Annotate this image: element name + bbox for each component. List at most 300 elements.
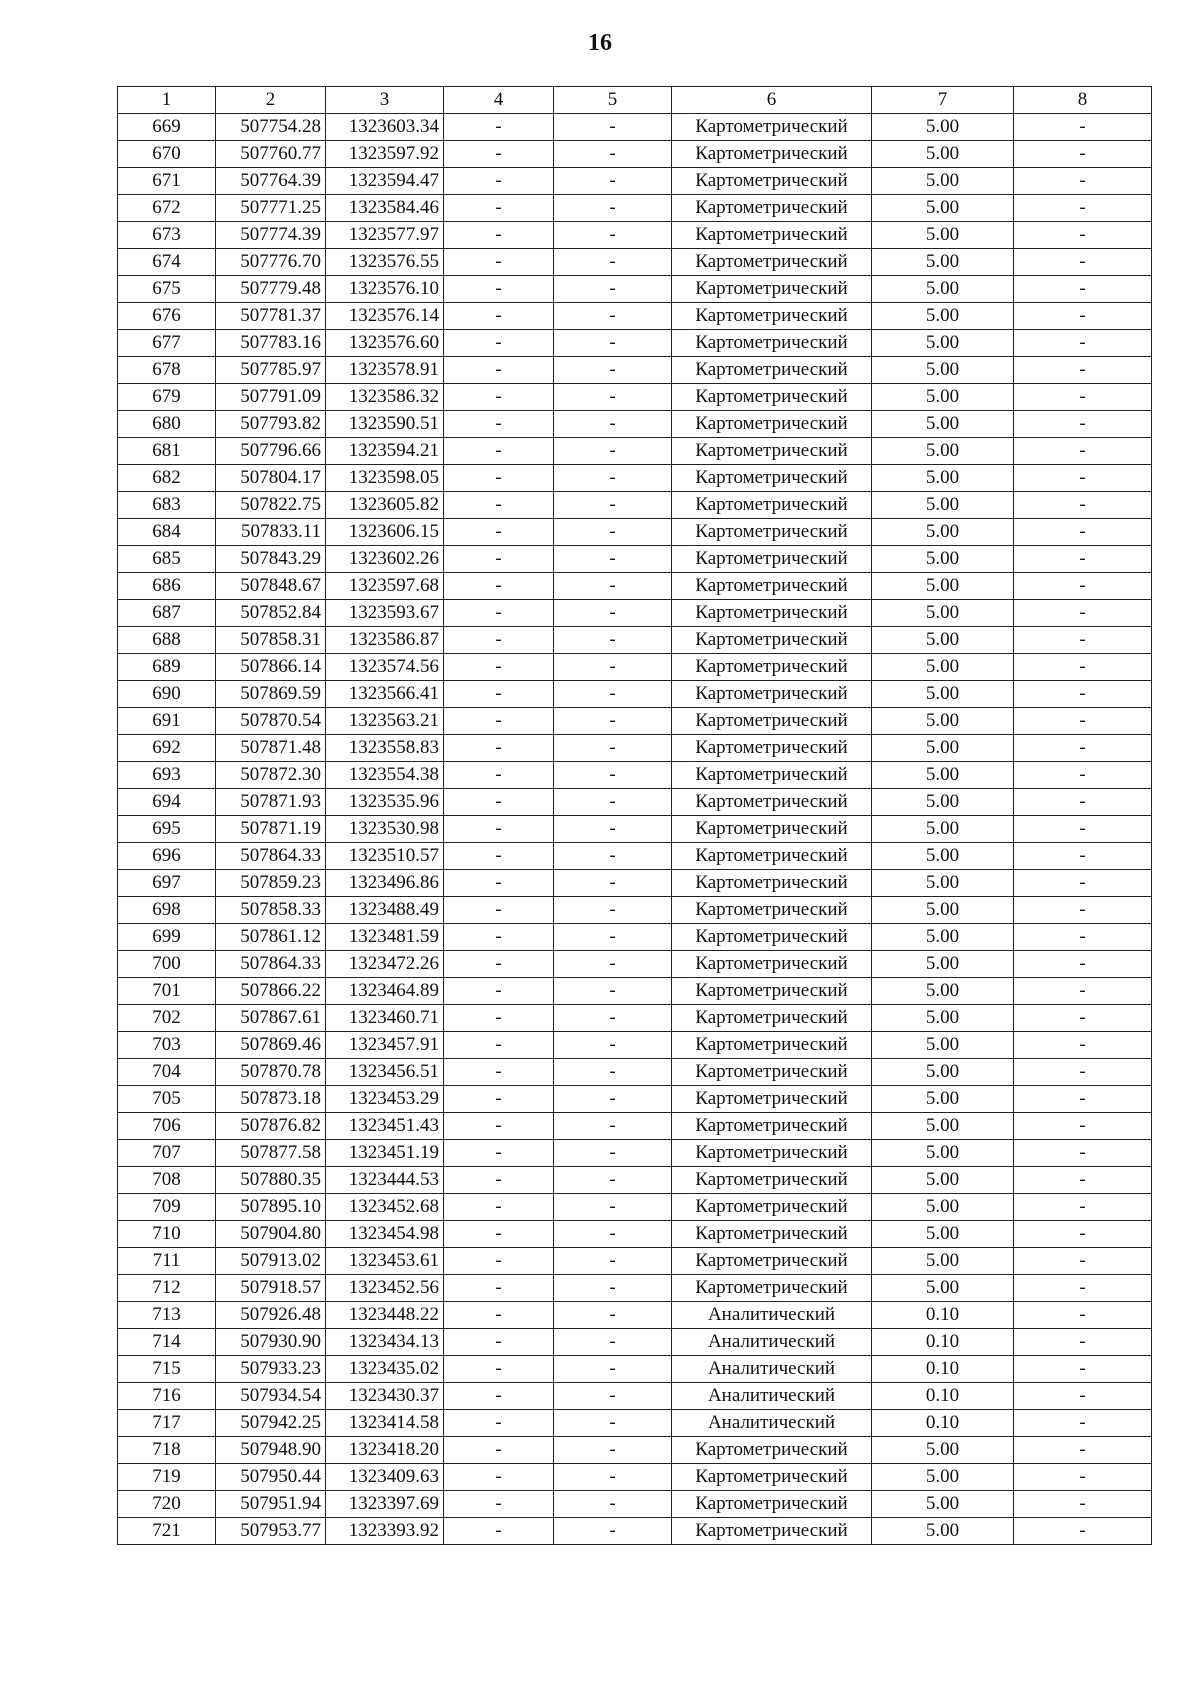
y-coordinate-cell: 1323472.26 bbox=[326, 951, 444, 978]
x-coordinate-cell: 507871.19 bbox=[216, 816, 326, 843]
point-number-cell: 684 bbox=[118, 519, 216, 546]
column-4-cell: - bbox=[444, 222, 554, 249]
table-row bbox=[118, 1113, 1152, 1140]
column-4-cell: - bbox=[444, 1140, 554, 1167]
y-coordinate-cell: 1323409.63 bbox=[326, 1464, 444, 1491]
x-coordinate-cell: 507926.48 bbox=[216, 1302, 326, 1329]
page-number: 16 bbox=[588, 30, 612, 56]
column-4-cell: - bbox=[444, 1437, 554, 1464]
x-coordinate-cell: 507930.90 bbox=[216, 1329, 326, 1356]
column-5-cell: - bbox=[554, 1005, 672, 1032]
table-row bbox=[118, 1248, 1152, 1275]
accuracy-cell: 5.00 bbox=[872, 249, 1014, 276]
accuracy-cell: 5.00 bbox=[872, 303, 1014, 330]
column-5-cell: - bbox=[554, 1059, 672, 1086]
column-8-cell: - bbox=[1014, 330, 1152, 357]
y-coordinate-cell: 1323530.98 bbox=[326, 816, 444, 843]
method-cell: Картометрический bbox=[672, 1518, 872, 1545]
point-number-cell: 680 bbox=[118, 411, 216, 438]
y-coordinate-cell: 1323444.53 bbox=[326, 1167, 444, 1194]
column-5-cell: - bbox=[554, 114, 672, 141]
point-number-cell: 708 bbox=[118, 1167, 216, 1194]
column-8-cell: - bbox=[1014, 1194, 1152, 1221]
column-8-cell: - bbox=[1014, 222, 1152, 249]
column-8-cell: - bbox=[1014, 870, 1152, 897]
point-number-cell: 688 bbox=[118, 627, 216, 654]
table-row bbox=[118, 681, 1152, 708]
accuracy-cell: 5.00 bbox=[872, 1194, 1014, 1221]
table-row bbox=[118, 1518, 1152, 1545]
x-coordinate-cell: 507791.09 bbox=[216, 384, 326, 411]
column-8-cell: - bbox=[1014, 708, 1152, 735]
column-8-cell: - bbox=[1014, 1086, 1152, 1113]
table-row bbox=[118, 276, 1152, 303]
column-4-cell: - bbox=[444, 1221, 554, 1248]
method-cell: Картометрический bbox=[672, 708, 872, 735]
table-row bbox=[118, 627, 1152, 654]
point-number-cell: 689 bbox=[118, 654, 216, 681]
column-4-cell: - bbox=[444, 1059, 554, 1086]
column-5-cell: - bbox=[554, 492, 672, 519]
method-cell: Картометрический bbox=[672, 546, 872, 573]
x-coordinate-cell: 507948.90 bbox=[216, 1437, 326, 1464]
accuracy-cell: 5.00 bbox=[872, 600, 1014, 627]
column-8-cell: - bbox=[1014, 1221, 1152, 1248]
table-body bbox=[118, 114, 1152, 1545]
y-coordinate-cell: 1323563.21 bbox=[326, 708, 444, 735]
y-coordinate-cell: 1323594.47 bbox=[326, 168, 444, 195]
column-8-cell: - bbox=[1014, 141, 1152, 168]
method-cell: Картометрический bbox=[672, 276, 872, 303]
accuracy-cell: 5.00 bbox=[872, 1005, 1014, 1032]
x-coordinate-cell: 507864.33 bbox=[216, 951, 326, 978]
table-row bbox=[118, 1140, 1152, 1167]
accuracy-cell: 5.00 bbox=[872, 897, 1014, 924]
x-coordinate-cell: 507774.39 bbox=[216, 222, 326, 249]
column-4-cell: - bbox=[444, 195, 554, 222]
y-coordinate-cell: 1323574.56 bbox=[326, 654, 444, 681]
y-coordinate-cell: 1323566.41 bbox=[326, 681, 444, 708]
x-coordinate-cell: 507859.23 bbox=[216, 870, 326, 897]
method-cell: Аналитический bbox=[672, 1383, 872, 1410]
column-4-cell: - bbox=[444, 1383, 554, 1410]
table-row bbox=[118, 978, 1152, 1005]
point-number-cell: 674 bbox=[118, 249, 216, 276]
x-coordinate-cell: 507870.54 bbox=[216, 708, 326, 735]
column-4-cell: - bbox=[444, 573, 554, 600]
y-coordinate-cell: 1323418.20 bbox=[326, 1437, 444, 1464]
column-5-cell: - bbox=[554, 141, 672, 168]
column-5-cell: - bbox=[554, 654, 672, 681]
column-5-cell: - bbox=[554, 222, 672, 249]
table-row bbox=[118, 519, 1152, 546]
column-5-cell: - bbox=[554, 357, 672, 384]
x-coordinate-cell: 507934.54 bbox=[216, 1383, 326, 1410]
table-row bbox=[118, 492, 1152, 519]
column-8-cell: - bbox=[1014, 789, 1152, 816]
accuracy-cell: 0.10 bbox=[872, 1302, 1014, 1329]
column-4-cell: - bbox=[444, 924, 554, 951]
y-coordinate-cell: 1323457.91 bbox=[326, 1032, 444, 1059]
y-coordinate-cell: 1323451.19 bbox=[326, 1140, 444, 1167]
column-8-cell: - bbox=[1014, 843, 1152, 870]
point-number-cell: 718 bbox=[118, 1437, 216, 1464]
column-4-cell: - bbox=[444, 1302, 554, 1329]
column-8-cell: - bbox=[1014, 1518, 1152, 1545]
y-coordinate-cell: 1323578.91 bbox=[326, 357, 444, 384]
table-row bbox=[118, 546, 1152, 573]
column-8-cell: - bbox=[1014, 1464, 1152, 1491]
method-cell: Картометрический bbox=[672, 1437, 872, 1464]
column-5-cell: - bbox=[554, 681, 672, 708]
accuracy-cell: 5.00 bbox=[872, 465, 1014, 492]
column-4-cell: - bbox=[444, 1194, 554, 1221]
x-coordinate-cell: 507870.78 bbox=[216, 1059, 326, 1086]
point-number-cell: 712 bbox=[118, 1275, 216, 1302]
table-row bbox=[118, 114, 1152, 141]
x-coordinate-cell: 507858.31 bbox=[216, 627, 326, 654]
column-4-cell: - bbox=[444, 438, 554, 465]
column-8-cell: - bbox=[1014, 978, 1152, 1005]
column-5-cell: - bbox=[554, 1464, 672, 1491]
x-coordinate-cell: 507796.66 bbox=[216, 438, 326, 465]
column-8-cell: - bbox=[1014, 600, 1152, 627]
accuracy-cell: 0.10 bbox=[872, 1383, 1014, 1410]
point-number-cell: 685 bbox=[118, 546, 216, 573]
column-5-cell: - bbox=[554, 1086, 672, 1113]
column-4-cell: - bbox=[444, 1086, 554, 1113]
accuracy-cell: 5.00 bbox=[872, 816, 1014, 843]
x-coordinate-cell: 507848.67 bbox=[216, 573, 326, 600]
accuracy-cell: 5.00 bbox=[872, 654, 1014, 681]
column-8-cell: - bbox=[1014, 1059, 1152, 1086]
accuracy-cell: 5.00 bbox=[872, 384, 1014, 411]
y-coordinate-cell: 1323576.10 bbox=[326, 276, 444, 303]
coordinates-table bbox=[117, 86, 1152, 1545]
table-header-row bbox=[118, 87, 1152, 114]
point-number-cell: 714 bbox=[118, 1329, 216, 1356]
column-4-cell: - bbox=[444, 708, 554, 735]
column-5-cell: - bbox=[554, 1140, 672, 1167]
column-5-cell: - bbox=[554, 573, 672, 600]
method-cell: Картометрический bbox=[672, 654, 872, 681]
column-8-cell: - bbox=[1014, 573, 1152, 600]
y-coordinate-cell: 1323558.83 bbox=[326, 735, 444, 762]
x-coordinate-cell: 507804.17 bbox=[216, 465, 326, 492]
accuracy-cell: 5.00 bbox=[872, 222, 1014, 249]
y-coordinate-cell: 1323597.92 bbox=[326, 141, 444, 168]
x-coordinate-cell: 507918.57 bbox=[216, 1275, 326, 1302]
accuracy-cell: 5.00 bbox=[872, 924, 1014, 951]
accuracy-cell: 5.00 bbox=[872, 114, 1014, 141]
column-8-cell: - bbox=[1014, 1275, 1152, 1302]
column-header-1: 1 bbox=[118, 87, 216, 114]
point-number-cell: 694 bbox=[118, 789, 216, 816]
accuracy-cell: 5.00 bbox=[872, 1275, 1014, 1302]
column-4-cell: - bbox=[444, 843, 554, 870]
point-number-cell: 703 bbox=[118, 1032, 216, 1059]
accuracy-cell: 5.00 bbox=[872, 843, 1014, 870]
x-coordinate-cell: 507950.44 bbox=[216, 1464, 326, 1491]
column-4-cell: - bbox=[444, 357, 554, 384]
y-coordinate-cell: 1323593.67 bbox=[326, 600, 444, 627]
x-coordinate-cell: 507904.80 bbox=[216, 1221, 326, 1248]
column-4-cell: - bbox=[444, 816, 554, 843]
x-coordinate-cell: 507776.70 bbox=[216, 249, 326, 276]
column-5-cell: - bbox=[554, 330, 672, 357]
point-number-cell: 675 bbox=[118, 276, 216, 303]
method-cell: Картометрический bbox=[672, 924, 872, 951]
table-row bbox=[118, 735, 1152, 762]
accuracy-cell: 5.00 bbox=[872, 1113, 1014, 1140]
x-coordinate-cell: 507822.75 bbox=[216, 492, 326, 519]
method-cell: Картометрический bbox=[672, 1059, 872, 1086]
y-coordinate-cell: 1323576.14 bbox=[326, 303, 444, 330]
method-cell: Аналитический bbox=[672, 1302, 872, 1329]
method-cell: Картометрический bbox=[672, 816, 872, 843]
x-coordinate-cell: 507779.48 bbox=[216, 276, 326, 303]
column-8-cell: - bbox=[1014, 114, 1152, 141]
accuracy-cell: 5.00 bbox=[872, 1032, 1014, 1059]
x-coordinate-cell: 507871.48 bbox=[216, 735, 326, 762]
table-row bbox=[118, 1437, 1152, 1464]
method-cell: Картометрический bbox=[672, 384, 872, 411]
point-number-cell: 693 bbox=[118, 762, 216, 789]
method-cell: Картометрический bbox=[672, 1491, 872, 1518]
column-5-cell: - bbox=[554, 978, 672, 1005]
table-row bbox=[118, 384, 1152, 411]
column-5-cell: - bbox=[554, 1356, 672, 1383]
table-row bbox=[118, 1464, 1152, 1491]
method-cell: Картометрический bbox=[672, 492, 872, 519]
accuracy-cell: 5.00 bbox=[872, 276, 1014, 303]
method-cell: Аналитический bbox=[672, 1410, 872, 1437]
table-row bbox=[118, 195, 1152, 222]
point-number-cell: 692 bbox=[118, 735, 216, 762]
column-8-cell: - bbox=[1014, 438, 1152, 465]
column-5-cell: - bbox=[554, 195, 672, 222]
x-coordinate-cell: 507785.97 bbox=[216, 357, 326, 384]
accuracy-cell: 5.00 bbox=[872, 870, 1014, 897]
point-number-cell: 705 bbox=[118, 1086, 216, 1113]
column-5-cell: - bbox=[554, 438, 672, 465]
point-number-cell: 696 bbox=[118, 843, 216, 870]
accuracy-cell: 0.10 bbox=[872, 1410, 1014, 1437]
column-8-cell: - bbox=[1014, 1437, 1152, 1464]
column-8-cell: - bbox=[1014, 681, 1152, 708]
column-8-cell: - bbox=[1014, 465, 1152, 492]
point-number-cell: 671 bbox=[118, 168, 216, 195]
column-4-cell: - bbox=[444, 519, 554, 546]
point-number-cell: 697 bbox=[118, 870, 216, 897]
table-row bbox=[118, 600, 1152, 627]
y-coordinate-cell: 1323454.98 bbox=[326, 1221, 444, 1248]
y-coordinate-cell: 1323576.60 bbox=[326, 330, 444, 357]
column-4-cell: - bbox=[444, 546, 554, 573]
accuracy-cell: 5.00 bbox=[872, 627, 1014, 654]
column-5-cell: - bbox=[554, 276, 672, 303]
column-8-cell: - bbox=[1014, 1491, 1152, 1518]
column-5-cell: - bbox=[554, 168, 672, 195]
method-cell: Картометрический bbox=[672, 195, 872, 222]
table-row bbox=[118, 951, 1152, 978]
point-number-cell: 695 bbox=[118, 816, 216, 843]
y-coordinate-cell: 1323430.37 bbox=[326, 1383, 444, 1410]
method-cell: Картометрический bbox=[672, 1464, 872, 1491]
y-coordinate-cell: 1323452.56 bbox=[326, 1275, 444, 1302]
point-number-cell: 704 bbox=[118, 1059, 216, 1086]
y-coordinate-cell: 1323488.49 bbox=[326, 897, 444, 924]
x-coordinate-cell: 507760.77 bbox=[216, 141, 326, 168]
x-coordinate-cell: 507754.28 bbox=[216, 114, 326, 141]
column-8-cell: - bbox=[1014, 1167, 1152, 1194]
column-8-cell: - bbox=[1014, 1113, 1152, 1140]
column-5-cell: - bbox=[554, 1302, 672, 1329]
accuracy-cell: 5.00 bbox=[872, 573, 1014, 600]
table-row bbox=[118, 573, 1152, 600]
y-coordinate-cell: 1323451.43 bbox=[326, 1113, 444, 1140]
y-coordinate-cell: 1323464.89 bbox=[326, 978, 444, 1005]
method-cell: Картометрический bbox=[672, 789, 872, 816]
point-number-cell: 701 bbox=[118, 978, 216, 1005]
column-8-cell: - bbox=[1014, 1383, 1152, 1410]
accuracy-cell: 5.00 bbox=[872, 357, 1014, 384]
y-coordinate-cell: 1323481.59 bbox=[326, 924, 444, 951]
column-4-cell: - bbox=[444, 1275, 554, 1302]
accuracy-cell: 5.00 bbox=[872, 1221, 1014, 1248]
method-cell: Картометрический bbox=[672, 222, 872, 249]
column-5-cell: - bbox=[554, 924, 672, 951]
method-cell: Картометрический bbox=[672, 357, 872, 384]
method-cell: Картометрический bbox=[672, 1113, 872, 1140]
column-4-cell: - bbox=[444, 1248, 554, 1275]
x-coordinate-cell: 507781.37 bbox=[216, 303, 326, 330]
column-4-cell: - bbox=[444, 249, 554, 276]
column-5-cell: - bbox=[554, 1491, 672, 1518]
y-coordinate-cell: 1323460.71 bbox=[326, 1005, 444, 1032]
x-coordinate-cell: 507783.16 bbox=[216, 330, 326, 357]
column-4-cell: - bbox=[444, 330, 554, 357]
method-cell: Картометрический bbox=[672, 600, 872, 627]
column-5-cell: - bbox=[554, 1194, 672, 1221]
point-number-cell: 720 bbox=[118, 1491, 216, 1518]
point-number-cell: 683 bbox=[118, 492, 216, 519]
point-number-cell: 681 bbox=[118, 438, 216, 465]
table-row bbox=[118, 1275, 1152, 1302]
x-coordinate-cell: 507869.59 bbox=[216, 681, 326, 708]
method-cell: Картометрический bbox=[672, 1248, 872, 1275]
y-coordinate-cell: 1323602.26 bbox=[326, 546, 444, 573]
point-number-cell: 669 bbox=[118, 114, 216, 141]
column-8-cell: - bbox=[1014, 276, 1152, 303]
column-4-cell: - bbox=[444, 600, 554, 627]
point-number-cell: 719 bbox=[118, 1464, 216, 1491]
table-row bbox=[118, 762, 1152, 789]
accuracy-cell: 5.00 bbox=[872, 978, 1014, 1005]
column-4-cell: - bbox=[444, 735, 554, 762]
column-5-cell: - bbox=[554, 1437, 672, 1464]
x-coordinate-cell: 507833.11 bbox=[216, 519, 326, 546]
y-coordinate-cell: 1323397.69 bbox=[326, 1491, 444, 1518]
x-coordinate-cell: 507876.82 bbox=[216, 1113, 326, 1140]
x-coordinate-cell: 507771.25 bbox=[216, 195, 326, 222]
column-4-cell: - bbox=[444, 1167, 554, 1194]
column-4-cell: - bbox=[444, 1491, 554, 1518]
x-coordinate-cell: 507951.94 bbox=[216, 1491, 326, 1518]
method-cell: Картометрический bbox=[672, 114, 872, 141]
method-cell: Картометрический bbox=[672, 762, 872, 789]
point-number-cell: 707 bbox=[118, 1140, 216, 1167]
x-coordinate-cell: 507866.22 bbox=[216, 978, 326, 1005]
column-header-7: 7 bbox=[872, 87, 1014, 114]
y-coordinate-cell: 1323452.68 bbox=[326, 1194, 444, 1221]
column-8-cell: - bbox=[1014, 1329, 1152, 1356]
column-5-cell: - bbox=[554, 600, 672, 627]
table-row bbox=[118, 1302, 1152, 1329]
accuracy-cell: 5.00 bbox=[872, 708, 1014, 735]
x-coordinate-cell: 507852.84 bbox=[216, 600, 326, 627]
y-coordinate-cell: 1323414.58 bbox=[326, 1410, 444, 1437]
y-coordinate-cell: 1323584.46 bbox=[326, 195, 444, 222]
method-cell: Картометрический bbox=[672, 168, 872, 195]
y-coordinate-cell: 1323435.02 bbox=[326, 1356, 444, 1383]
method-cell: Картометрический bbox=[672, 870, 872, 897]
column-header-3: 3 bbox=[326, 87, 444, 114]
column-header-8: 8 bbox=[1014, 87, 1152, 114]
table-row bbox=[118, 924, 1152, 951]
column-8-cell: - bbox=[1014, 816, 1152, 843]
x-coordinate-cell: 507880.35 bbox=[216, 1167, 326, 1194]
y-coordinate-cell: 1323453.61 bbox=[326, 1248, 444, 1275]
column-5-cell: - bbox=[554, 1383, 672, 1410]
point-number-cell: 687 bbox=[118, 600, 216, 627]
table-row bbox=[118, 843, 1152, 870]
column-5-cell: - bbox=[554, 708, 672, 735]
accuracy-cell: 5.00 bbox=[872, 1464, 1014, 1491]
method-cell: Картометрический bbox=[672, 978, 872, 1005]
column-4-cell: - bbox=[444, 627, 554, 654]
column-4-cell: - bbox=[444, 1518, 554, 1545]
column-5-cell: - bbox=[554, 897, 672, 924]
accuracy-cell: 5.00 bbox=[872, 951, 1014, 978]
column-8-cell: - bbox=[1014, 492, 1152, 519]
column-4-cell: - bbox=[444, 411, 554, 438]
method-cell: Картометрический bbox=[672, 1194, 872, 1221]
y-coordinate-cell: 1323598.05 bbox=[326, 465, 444, 492]
table-row bbox=[118, 789, 1152, 816]
accuracy-cell: 5.00 bbox=[872, 519, 1014, 546]
column-8-cell: - bbox=[1014, 654, 1152, 681]
method-cell: Картометрический bbox=[672, 330, 872, 357]
method-cell: Картометрический bbox=[672, 249, 872, 276]
point-number-cell: 670 bbox=[118, 141, 216, 168]
column-4-cell: - bbox=[444, 654, 554, 681]
method-cell: Картометрический bbox=[672, 843, 872, 870]
column-8-cell: - bbox=[1014, 627, 1152, 654]
column-8-cell: - bbox=[1014, 384, 1152, 411]
y-coordinate-cell: 1323597.68 bbox=[326, 573, 444, 600]
table-row bbox=[118, 465, 1152, 492]
column-5-cell: - bbox=[554, 843, 672, 870]
point-number-cell: 676 bbox=[118, 303, 216, 330]
table-row bbox=[118, 897, 1152, 924]
method-cell: Картометрический bbox=[672, 1167, 872, 1194]
accuracy-cell: 5.00 bbox=[872, 1437, 1014, 1464]
table-row bbox=[118, 330, 1152, 357]
method-cell: Картометрический bbox=[672, 1221, 872, 1248]
column-4-cell: - bbox=[444, 978, 554, 1005]
column-4-cell: - bbox=[444, 789, 554, 816]
